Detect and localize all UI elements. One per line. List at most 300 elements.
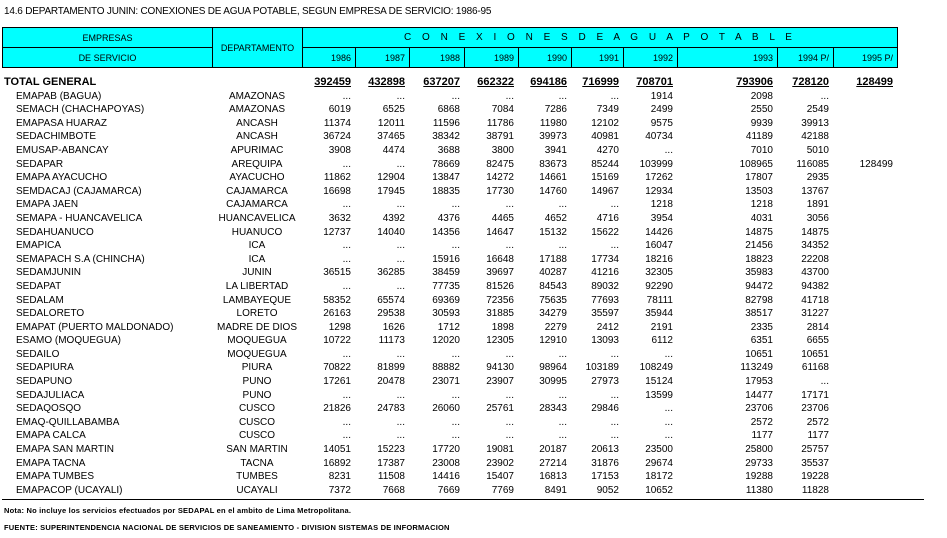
table-row <box>2 144 897 158</box>
value-cell: 3056 <box>806 212 829 224</box>
table-row <box>2 389 897 403</box>
value-cell: 15124 <box>645 376 673 388</box>
departamento-cell: MOQUEGUA <box>227 348 287 360</box>
departamento-cell: SAN MARTIN <box>226 444 288 456</box>
table-row <box>2 226 897 240</box>
header-year: 1986 <box>303 48 356 68</box>
value-cell: 84543 <box>539 280 567 292</box>
table-row <box>2 171 897 185</box>
value-cell: 7668 <box>382 484 405 496</box>
value-cell: 94382 <box>801 280 829 292</box>
value-cell <box>833 443 897 457</box>
value-cell: 21456 <box>745 240 773 252</box>
value-cell: ... <box>451 348 460 360</box>
value-cell: 11508 <box>377 471 405 483</box>
value-cell: 14426 <box>645 226 673 238</box>
value-cell: 12737 <box>323 226 351 238</box>
empresa-cell: EMAPASA HUARAZ <box>16 117 107 129</box>
departamento-cell: AREQUIPA <box>231 158 283 170</box>
value-cell <box>833 321 897 335</box>
table-row <box>2 334 897 348</box>
table-row <box>2 416 897 430</box>
value-cell: ... <box>396 430 405 442</box>
value-cell: 35537 <box>801 457 829 469</box>
value-cell: ... <box>396 280 405 292</box>
table-row <box>2 457 897 471</box>
value-cell: 2499 <box>650 104 673 116</box>
table-row <box>2 280 897 294</box>
value-cell: ... <box>451 389 460 401</box>
value-cell: 10651 <box>801 348 829 360</box>
value-cell: 43700 <box>801 267 829 279</box>
value-cell: 7286 <box>544 104 567 116</box>
value-cell: ... <box>342 389 351 401</box>
table-row <box>2 266 897 280</box>
value-cell: 13503 <box>745 185 773 197</box>
value-cell: 35944 <box>645 308 673 320</box>
value-cell: 13093 <box>591 335 619 347</box>
value-cell: 3800 <box>491 144 514 156</box>
empresa-cell: SEDAPAR <box>16 158 64 170</box>
value-cell: 28343 <box>539 403 567 415</box>
value-cell <box>833 457 897 471</box>
value-cell: 12305 <box>486 335 514 347</box>
departamento-cell: ICA <box>248 240 266 252</box>
value-cell: 69369 <box>432 294 460 306</box>
empresa-cell: EMAPAT (PUERTO MALDONADO) <box>16 321 174 333</box>
value-cell <box>833 117 897 131</box>
empresa-cell: SEDAMJUNIN <box>16 267 82 279</box>
value-cell: 26060 <box>432 403 460 415</box>
value-cell: 29674 <box>645 457 673 469</box>
departamento-cell: LA LIBERTAD <box>225 280 289 292</box>
value-cell: ... <box>396 158 405 170</box>
departamento-cell: ICA <box>248 253 266 265</box>
value-cell: 1712 <box>437 321 460 333</box>
value-cell: 793906 <box>736 76 773 88</box>
value-cell: 83673 <box>539 158 567 170</box>
value-cell: 27214 <box>539 457 567 469</box>
departamento-cell: CAJAMARCA <box>226 199 288 211</box>
value-cell: 39697 <box>486 267 514 279</box>
table-row <box>2 348 897 362</box>
value-cell: 36285 <box>377 267 405 279</box>
table-row <box>2 130 897 144</box>
departamento-cell: AYACUCHO <box>229 172 285 184</box>
value-cell: 1218 <box>750 199 773 211</box>
departamento-cell: TUMBES <box>236 471 278 483</box>
value-cell <box>833 266 897 280</box>
value-cell: 17953 <box>745 376 773 388</box>
value-cell: 1177 <box>751 430 773 442</box>
value-cell: 2549 <box>806 104 829 116</box>
value-cell: 3688 <box>437 144 460 156</box>
departamento-cell: PUNO <box>242 376 272 388</box>
value-cell: ... <box>342 158 351 170</box>
empresa-cell: SEDACHIMBOTE <box>16 131 97 143</box>
value-cell: 77735 <box>432 280 460 292</box>
empresa-cell: SEDAPIURA <box>16 362 74 374</box>
value-cell: 2279 <box>544 321 567 333</box>
value-cell: 17730 <box>486 185 514 197</box>
value-cell: 14875 <box>745 226 773 238</box>
value-cell: 23706 <box>745 403 773 415</box>
value-cell: 13767 <box>801 185 829 197</box>
value-cell: ... <box>558 416 567 428</box>
value-cell: 4031 <box>750 212 773 224</box>
value-cell: 1298 <box>328 321 351 333</box>
value-cell: 23008 <box>432 457 460 469</box>
value-cell: 10652 <box>645 484 673 496</box>
value-cell <box>833 470 897 484</box>
value-cell: 24783 <box>377 403 405 415</box>
value-cell: 17153 <box>591 471 619 483</box>
table-row <box>2 185 897 199</box>
value-cell: 2814 <box>806 321 829 333</box>
departamento-cell: HUANUCO <box>231 226 283 238</box>
value-cell: ... <box>558 430 567 442</box>
value-cell <box>833 416 897 430</box>
table-row <box>2 294 897 308</box>
value-cell: 1898 <box>491 321 514 333</box>
value-cell: 81899 <box>377 362 405 374</box>
value-cell: 6112 <box>651 335 673 347</box>
value-cell: ... <box>820 376 829 388</box>
empresa-cell: EMAPA AYACUCHO <box>16 172 108 184</box>
value-cell: 7084 <box>491 104 514 116</box>
value-cell: 34279 <box>539 308 567 320</box>
table-row <box>2 90 897 104</box>
empresa-cell: EMAPACOP (UCAYALI) <box>16 484 123 496</box>
departamento-cell: APURIMAC <box>230 144 284 156</box>
value-cell: 11862 <box>323 172 351 184</box>
value-cell: 16892 <box>323 457 351 469</box>
value-cell: 728120 <box>792 76 829 88</box>
data-table <box>2 76 897 497</box>
value-cell: 1626 <box>382 321 405 333</box>
value-cell: 19288 <box>745 471 773 483</box>
table-row <box>2 484 897 498</box>
value-cell: 23500 <box>645 444 673 456</box>
value-cell: ... <box>610 348 619 360</box>
value-cell: 94472 <box>745 280 773 292</box>
value-cell: ... <box>820 90 829 102</box>
table-row <box>2 470 897 484</box>
value-cell: 7669 <box>437 484 460 496</box>
empresa-cell: ESAMO (MOQUEGUA) <box>16 335 122 347</box>
value-cell: 20478 <box>377 376 405 388</box>
value-cell: 694186 <box>530 76 567 88</box>
value-cell: 38459 <box>432 267 460 279</box>
header-year: 1995 P/ <box>834 48 898 68</box>
value-cell: 15169 <box>591 172 619 184</box>
value-cell: 17945 <box>377 185 405 197</box>
value-cell: 3941 <box>544 144 567 156</box>
value-cell: 16813 <box>539 471 567 483</box>
empresa-cell: SEMAPACH S.A (CHINCHA) <box>16 253 145 265</box>
value-cell: ... <box>342 90 351 102</box>
value-cell: 14040 <box>377 226 405 238</box>
value-cell: ... <box>342 280 351 292</box>
departamento-cell: UCAYALI <box>236 484 278 496</box>
value-cell: ... <box>505 90 514 102</box>
value-cell: 72356 <box>486 294 514 306</box>
value-cell <box>833 171 897 185</box>
departamento-cell: AMAZONAS <box>228 104 286 116</box>
value-cell: 77693 <box>591 294 619 306</box>
value-cell: 78111 <box>646 294 673 306</box>
value-cell: ... <box>451 240 460 252</box>
value-cell: ... <box>664 348 673 360</box>
value-cell: 82475 <box>486 158 514 170</box>
value-cell <box>833 348 897 362</box>
value-cell: 18172 <box>645 471 673 483</box>
table-row <box>2 212 897 226</box>
departamento-cell: CUSCO <box>238 430 276 442</box>
value-cell: 14875 <box>801 226 829 238</box>
table-row <box>2 375 897 389</box>
value-cell: 14967 <box>591 185 619 197</box>
value-cell: 41216 <box>591 267 619 279</box>
departamento-cell: ANCASH <box>236 117 278 129</box>
report-title: 14.6 DEPARTAMENTO JUNIN: CONEXIONES DE AGUA POTABLE, SEGUN EMPRESA DE SERVICIO: 1986-95 <box>4 6 492 17</box>
value-cell <box>833 103 897 117</box>
value-cell: 35597 <box>591 308 619 320</box>
value-cell: 65574 <box>377 294 405 306</box>
value-cell: 14477 <box>745 389 773 401</box>
table-row <box>2 443 897 457</box>
value-cell: ... <box>505 430 514 442</box>
value-cell: 108249 <box>639 362 673 374</box>
value-cell <box>833 198 897 212</box>
value-cell: 4392 <box>382 212 405 224</box>
value-cell: ... <box>451 199 460 211</box>
empresa-cell: EMAPA SAN MARTIN <box>16 444 114 456</box>
value-cell: 39973 <box>539 131 567 143</box>
departamento-cell: MOQUEGUA <box>227 335 287 347</box>
value-cell: 25800 <box>745 444 773 456</box>
table-row <box>2 402 897 416</box>
value-cell: 37465 <box>377 131 405 143</box>
value-cell: 14661 <box>539 172 567 184</box>
value-cell <box>833 185 897 199</box>
value-cell: 88882 <box>432 362 460 374</box>
empresa-cell: SEMACH (CHACHAPOYAS) <box>16 104 145 116</box>
value-cell: 16047 <box>645 240 673 252</box>
value-cell <box>833 294 897 308</box>
value-cell: 17262 <box>645 172 673 184</box>
departamento-cell: PUNO <box>242 389 272 401</box>
departamento-cell: CAJAMARCA <box>226 185 288 197</box>
value-cell: 108965 <box>739 158 773 170</box>
value-cell: 89032 <box>591 280 619 292</box>
value-cell: 2572 <box>806 416 829 428</box>
value-cell: 20187 <box>539 444 567 456</box>
value-cell: 17171 <box>801 389 829 401</box>
value-cell: 432898 <box>368 76 405 88</box>
departamento-cell: CUSCO <box>238 403 276 415</box>
value-cell: 92290 <box>645 280 673 292</box>
value-cell: 14416 <box>432 471 460 483</box>
value-cell: ... <box>664 430 673 442</box>
empresa-cell: EMAPA JAEN <box>16 199 79 211</box>
departamento-cell: MADRE DE DIOS <box>216 321 297 333</box>
table-row <box>2 307 897 321</box>
value-cell <box>833 334 897 348</box>
value-cell: 40734 <box>645 131 673 143</box>
empresa-cell: EMAPA CALCA <box>16 430 86 442</box>
value-cell: 38342 <box>432 131 460 143</box>
value-cell: 31876 <box>591 457 619 469</box>
empresa-cell: EMAPAB (BAGUA) <box>16 90 102 102</box>
value-cell: 17807 <box>745 172 773 184</box>
value-cell: 19228 <box>801 471 829 483</box>
value-cell: 36724 <box>323 131 351 143</box>
table-row <box>2 239 897 253</box>
value-cell: 2412 <box>596 321 619 333</box>
value-cell <box>833 144 897 158</box>
value-cell: 23706 <box>801 403 829 415</box>
value-cell: 2935 <box>806 172 829 184</box>
value-cell: 15223 <box>377 444 405 456</box>
value-cell <box>833 429 897 443</box>
value-cell: ... <box>342 253 351 265</box>
value-cell: 36515 <box>323 267 351 279</box>
departamento-cell: HUANCAVELICA <box>218 212 296 224</box>
value-cell: 31227 <box>801 308 829 320</box>
value-cell: 9052 <box>596 484 619 496</box>
value-cell: 11828 <box>801 484 829 496</box>
empresa-cell: SEDALAM <box>16 294 64 306</box>
value-cell: 22208 <box>801 253 829 265</box>
value-cell <box>833 239 897 253</box>
value-cell: 17387 <box>377 457 405 469</box>
value-cell: 9939 <box>750 117 773 129</box>
value-cell: 23071 <box>432 376 460 388</box>
value-cell: 113249 <box>740 362 773 374</box>
header-group: C O N E X I O N E S D E A G U A P O T A B L E <box>303 28 898 48</box>
value-cell <box>833 361 897 375</box>
value-cell: ... <box>505 416 514 428</box>
value-cell: 27973 <box>591 376 619 388</box>
value-cell: 716999 <box>582 76 619 88</box>
value-cell: 2098 <box>750 90 773 102</box>
value-cell: 15622 <box>591 226 619 238</box>
table-row <box>2 321 897 335</box>
value-cell <box>833 402 897 416</box>
value-cell: 25757 <box>801 444 829 456</box>
value-cell <box>833 375 897 389</box>
value-cell: 6525 <box>382 104 405 116</box>
value-cell: 11380 <box>745 484 773 496</box>
value-cell: 61168 <box>801 362 829 374</box>
value-cell: ... <box>342 199 351 211</box>
value-cell: 35983 <box>745 267 773 279</box>
value-cell: 29538 <box>377 308 405 320</box>
value-cell: ... <box>505 389 514 401</box>
value-cell: 70822 <box>323 362 351 374</box>
value-cell: 4716 <box>596 212 619 224</box>
value-cell <box>833 212 897 226</box>
value-cell: 18823 <box>745 253 773 265</box>
value-cell: 39913 <box>801 117 829 129</box>
header-departamento: DEPARTAMENTO <box>213 28 303 68</box>
value-cell: 2550 <box>750 104 773 116</box>
empresa-cell: EMAPICA <box>16 240 62 252</box>
value-cell: 9575 <box>650 117 673 129</box>
value-cell: ... <box>664 416 673 428</box>
value-cell: 32305 <box>645 267 673 279</box>
departamento-cell: TACNA <box>240 457 274 469</box>
table-row <box>2 429 897 443</box>
departamento-cell: LORETO <box>236 308 278 320</box>
departamento-cell <box>212 76 302 90</box>
value-cell: 6351 <box>750 335 773 347</box>
empresa-cell: SEDAPAT <box>16 280 62 292</box>
value-cell: 75635 <box>539 294 567 306</box>
value-cell: 10651 <box>745 348 773 360</box>
value-cell: 14356 <box>432 226 460 238</box>
value-cell: 26163 <box>323 308 351 320</box>
value-cell: 1914 <box>650 90 673 102</box>
value-cell: 94130 <box>486 362 514 374</box>
departamento-cell: AMAZONAS <box>228 90 286 102</box>
value-cell: 82798 <box>745 294 773 306</box>
value-cell: 17188 <box>539 253 567 265</box>
value-cell: ... <box>610 389 619 401</box>
value-cell: 4270 <box>596 144 619 156</box>
header-year: 1990 <box>519 48 572 68</box>
value-cell: ... <box>610 240 619 252</box>
value-cell: 4474 <box>382 144 405 156</box>
value-cell: ... <box>396 199 405 211</box>
value-cell: 103189 <box>585 362 619 374</box>
value-cell: ... <box>396 240 405 252</box>
value-cell: 2335 <box>750 321 773 333</box>
value-cell: 41189 <box>745 131 773 143</box>
value-cell: 29846 <box>591 403 619 415</box>
value-cell: ... <box>451 90 460 102</box>
value-cell: ... <box>342 240 351 252</box>
empresa-cell: EMAQ-QUILLABAMBA <box>16 416 120 428</box>
value-cell: ... <box>558 389 567 401</box>
value-cell: 23902 <box>486 457 514 469</box>
value-cell: 85244 <box>591 158 619 170</box>
value-cell: 14051 <box>323 444 351 456</box>
value-cell: 10722 <box>323 335 351 347</box>
value-cell: 40981 <box>591 131 619 143</box>
header-empresas: EMPRESAS <box>3 28 213 48</box>
value-cell: 41718 <box>801 294 829 306</box>
value-cell: ... <box>342 348 351 360</box>
value-cell: ... <box>610 90 619 102</box>
header-year: 1994 P/ <box>778 48 834 68</box>
value-cell: ... <box>610 430 619 442</box>
source-note: FUENTE: SUPERINTENDENCIA NACIONAL DE SERVICIOS DE SANEAMIENTO - DIVISION SISTEMAS DE INFORMACION <box>4 523 450 532</box>
value-cell: 7769 <box>491 484 514 496</box>
value-cell: 637207 <box>423 76 460 88</box>
value-cell: ... <box>664 403 673 415</box>
value-cell: 14272 <box>486 172 514 184</box>
value-cell: 78669 <box>432 158 460 170</box>
value-cell <box>833 226 897 240</box>
value-cell: 29733 <box>745 457 773 469</box>
value-cell: 103999 <box>639 158 673 170</box>
value-cell: ... <box>396 90 405 102</box>
value-cell: 11980 <box>539 117 567 129</box>
value-cell: 3632 <box>328 212 351 224</box>
value-cell: 13599 <box>645 389 673 401</box>
